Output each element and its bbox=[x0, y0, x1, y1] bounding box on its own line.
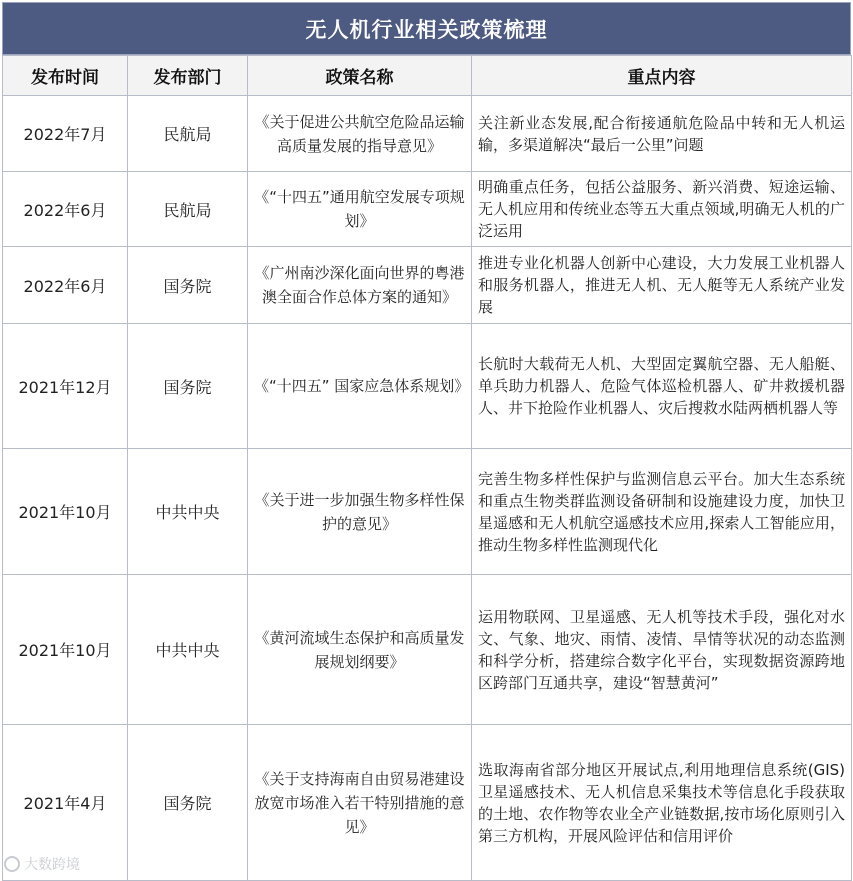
table-row bbox=[3, 172, 852, 247]
cell-policy-name: 《“十四五”通用航空发展专项规划》 bbox=[248, 172, 472, 247]
cell-date: 2021年10月 bbox=[3, 575, 128, 725]
header-policy-name: 政策名称 bbox=[248, 56, 472, 96]
table-row bbox=[3, 575, 852, 725]
policy-table bbox=[2, 55, 852, 881]
cell-date: 2021年10月 bbox=[3, 449, 128, 575]
cell-key-content: 推进专业化机器人创新中心建设，大力发展工业机器人和服务机器人，推进无人机、无人艇等无人系统产业发展 bbox=[472, 247, 852, 324]
cell-key-content: 运用物联网、卫星遥感、无人机等技术手段，强化对水文、气象、地灾、雨情、凌情、旱情等状况的动态监测和科学分析，搭建综合数字化平台，实现数据资源跨地区跨部门互通共享，建设“智慧黄河” bbox=[472, 575, 852, 725]
header-department: 发布部门 bbox=[128, 56, 248, 96]
cell-policy-name: 《“十四五” 国家应急体系规划》 bbox=[248, 324, 472, 449]
table-row bbox=[3, 449, 852, 575]
cell-date: 2022年7月 bbox=[3, 96, 128, 172]
cell-key-content: 明确重点任务，包括公益服务、新兴消费、短途运输、无人机应用和传统业态等五大重点领域,明确无人机的广泛运用 bbox=[472, 172, 852, 247]
cell-policy-name: 《黄河流域生态保护和高质量发展规划纲要》 bbox=[248, 575, 472, 725]
cell-date: 2022年6月 bbox=[3, 172, 128, 247]
cell-policy-name: 《关于进一步加强生物多样性保护的意见》 bbox=[248, 449, 472, 575]
watermark bbox=[4, 854, 80, 874]
header-row bbox=[3, 56, 852, 96]
table-row bbox=[3, 96, 852, 172]
cell-policy-name: 《关于促进公共航空危险品运输高质量发展的指导意见》 bbox=[248, 96, 472, 172]
cell-department: 国务院 bbox=[128, 324, 248, 449]
table-title: 无人机行业相关政策梳理 bbox=[2, 2, 851, 55]
header-key-content: 重点内容 bbox=[472, 56, 852, 96]
cell-department: 民航局 bbox=[128, 96, 248, 172]
cell-date: 2021年4月 bbox=[3, 725, 128, 881]
cell-key-content: 长航时大载荷无人机、大型固定翼航空器、无人船艇、单兵助力机器人、危险气体巡检机器人、矿井救援机器人、井下抢险作业机器人、灾后搜救水陆两栖机器人等 bbox=[472, 324, 852, 449]
cell-policy-name: 《广州南沙深化面向世界的粤港澳全面合作总体方案的通知》 bbox=[248, 247, 472, 324]
table-row bbox=[3, 725, 852, 881]
cell-key-content: 选取海南省部分地区开展试点,利用地理信息系统(GIS)卫星遥感技术、无人机信息采集技术等信息化手段获取的土地、农作物等农业全产业链数据,按市场化原则引入第三方机构，开展风险评估和信用评价 bbox=[472, 725, 852, 881]
cell-department: 中共中央 bbox=[128, 449, 248, 575]
table-row bbox=[3, 324, 852, 449]
cell-policy-name: 《关于支持海南自由贸易港建设放宽市场准入若干特别措施的意见》 bbox=[248, 725, 472, 881]
cell-department: 国务院 bbox=[128, 725, 248, 881]
watermark-text: 大数跨境 bbox=[24, 857, 80, 873]
policy-table-container bbox=[2, 2, 851, 881]
cell-key-content: 关注新业态发展,配合衔接通航危险品中转和无人机运输，多渠道解决“最后一公里”问题 bbox=[472, 96, 852, 172]
cell-department: 民航局 bbox=[128, 172, 248, 247]
table-row bbox=[3, 247, 852, 324]
cell-department: 中共中央 bbox=[128, 575, 248, 725]
cell-date: 2021年12月 bbox=[3, 324, 128, 449]
cell-department: 国务院 bbox=[128, 247, 248, 324]
cell-date: 2022年6月 bbox=[3, 247, 128, 324]
watermark-logo-icon bbox=[4, 856, 20, 872]
cell-key-content: 完善生物多样性保护与监测信息云平台。加大生态系统和重点生物类群监测设备研制和设施建设力度，加快卫星遥感和无人机航空遥感技术应用,探索人工智能应用，推动生物多样性监测现代化 bbox=[472, 449, 852, 575]
header-date: 发布时间 bbox=[3, 56, 128, 96]
